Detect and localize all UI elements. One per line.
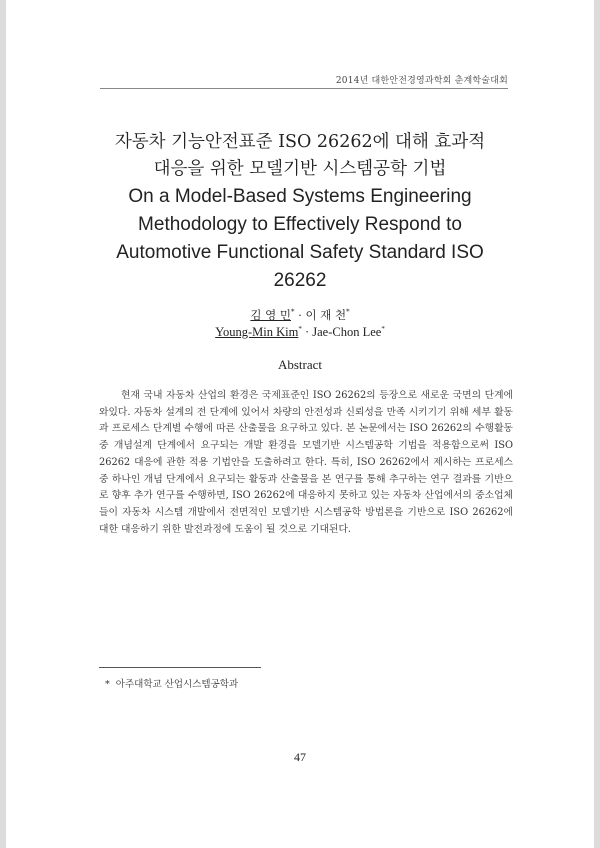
author-1-affiliation-mark: * bbox=[291, 308, 295, 317]
title-english-line-2: Methodology to Effectively Respond to bbox=[138, 214, 462, 235]
paper-title bbox=[60, 129, 540, 295]
author-separator: · bbox=[294, 308, 306, 322]
author-1-english: Young-Min Kim bbox=[215, 325, 299, 339]
running-header: 2014년 대한안전경영과학회 춘계학술대회 bbox=[335, 76, 508, 86]
author-separator: · bbox=[301, 325, 313, 339]
page-edge-left bbox=[0, 0, 6, 848]
author-2-korean: 이 재 천 bbox=[305, 308, 347, 322]
title-korean-line-2: 대응을 위한 모델기반 시스템공학 기법 bbox=[153, 159, 447, 179]
header-rule bbox=[100, 88, 508, 89]
title-english-line-3: Automotive Functional Safety Standard ISO bbox=[116, 242, 484, 263]
footnote-mark: * bbox=[105, 679, 110, 690]
author-2-english: Jae-Chon Lee bbox=[312, 325, 382, 339]
page-edge-right bbox=[594, 0, 600, 848]
authors-english bbox=[0, 325, 600, 340]
author-1-affiliation-mark: * bbox=[298, 324, 302, 333]
abstract-heading: Abstract bbox=[277, 357, 323, 372]
author-2-affiliation-mark: * bbox=[381, 324, 385, 333]
title-korean-line-1: 자동차 기능안전표준 ISO 26262에 대해 효과적 bbox=[114, 132, 486, 152]
footnote-rule bbox=[99, 667, 261, 668]
abstract-body: 현재 국내 자동차 산업의 환경은 국제표준인 ISO 26262의 등장으로 새로운 국면의 단계에 와있다. 자동차 설계의 전 단계에 있어서 차량의 안전성과 신뢰성을 만족 시키기기 위해 세부 활동과 프로세스 단계별 수행에 따른 산출물을 요구하고 있다. 본 논문에서는 ISO 26262의 수행활동 중 개념설계 단계에서 요구되는 개발 환경을 모델기반 시스템공학 기법을 적용함으로써 ISO 26262 대응에 관한 적용 기법안을 도출하려고 한다. 특히, ISO 26262에서 제시하는 프로세스 중 하나인 개념 단계에서 요구되는 활동과 산출물을 본 연구를 통해 추구하는 연구 결과를 기반으로 향후 추가 연구를 수행하면, ISO 26262에 대응하지 못하고 있는 자동차 산업에서의 중소업체들이 자동차 시스템 개발에서 전면적인 모델기반 시스템공학 방법론을 기반으로 ISO 26262에 대한 대응하기 위한 발전과정에 도움이 될 것으로 기대된다. bbox=[99, 390, 513, 535]
author-2-affiliation-mark: * bbox=[346, 308, 350, 317]
page-number: 47 bbox=[294, 750, 306, 764]
footnote bbox=[105, 676, 238, 690]
footnote-text: 아주대학교 산업시스템공학과 bbox=[115, 679, 239, 690]
author-1-korean: 김 영 민 bbox=[250, 308, 292, 322]
authors-korean bbox=[0, 307, 600, 323]
title-english-line-1: On a Model-Based Systems Engineering bbox=[128, 186, 472, 207]
title-english-line-4: 26262 bbox=[273, 270, 327, 291]
